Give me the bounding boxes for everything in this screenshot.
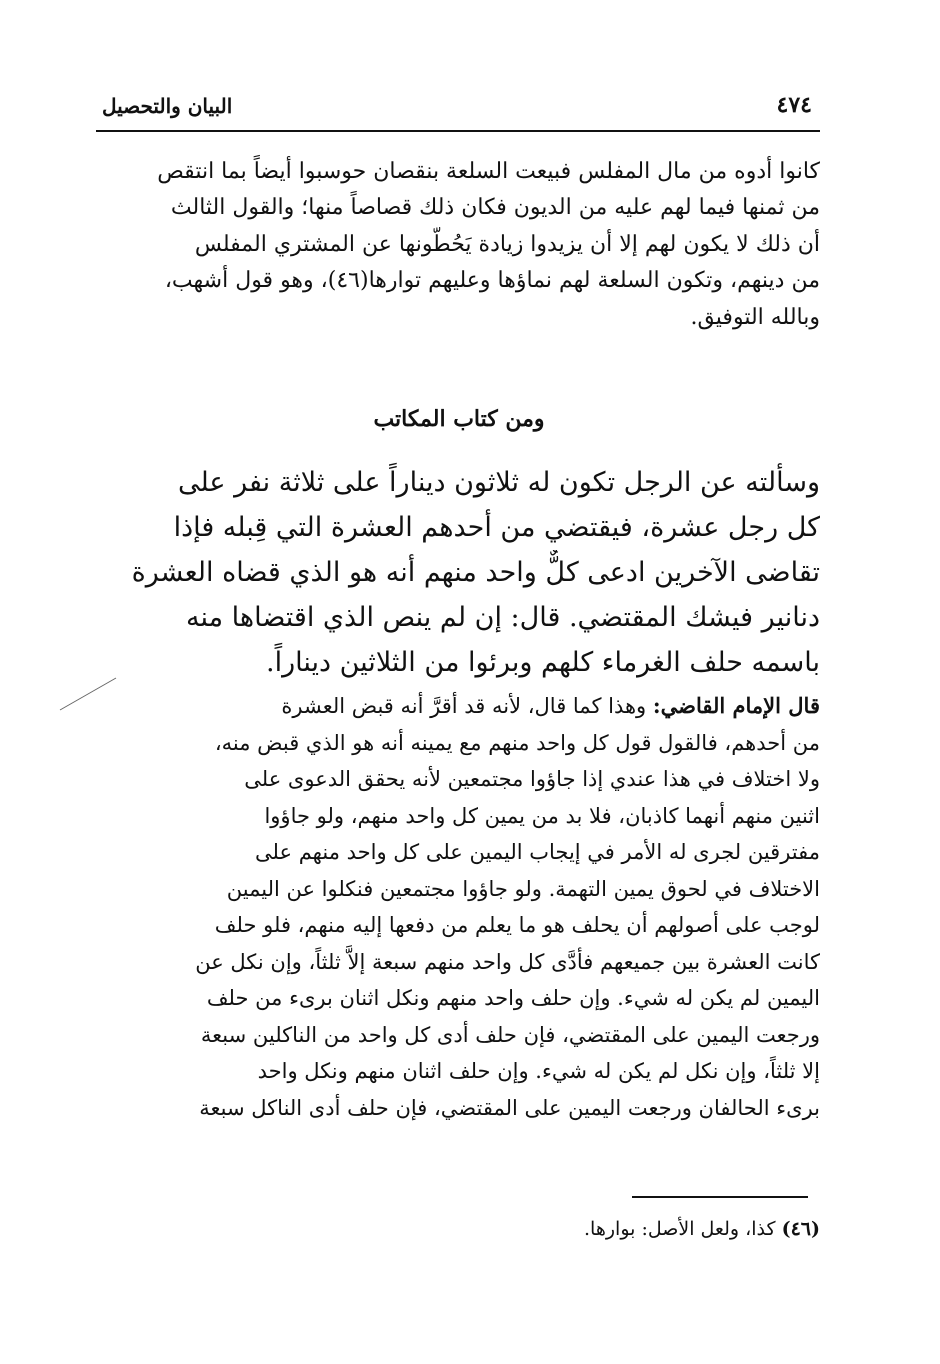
text-line: مفترقين لجرى له الأمر في إيجاب اليمين على كل واحد منهم على [255,840,820,864]
text-line: أن ذلك لا يكون لهم إلا أن يزيدوا زيادة يَحُطُّونها عن المشتري المفلس [194,231,820,257]
footnote-text: كذا، ولعل الأصل: بوارها. [584,1218,782,1240]
section-heading: ومن كتاب المكاتب [373,406,545,432]
text-line: باسمه حلف الغرماء كلهم وبرئوا من الثلاثين ديناراً. [265,647,820,678]
text-line: ولا اختلاف في هذا عندي إذا جاؤوا مجتمعين لأنه يحقق الدعوى على [244,767,820,791]
commentary-lead-in: قال الإمام القاضي: [652,693,820,718]
footnote [300,1218,820,1240]
paragraph-continuation [98,154,820,336]
footnote-number: (٤٦) [781,1218,820,1240]
text-line: اليمين لم يكن له شيء. وإن حلف واحد منهم ونكل اثنان برىء من حلف [206,986,820,1010]
text-line: إلا ثلثاً، وإن نكل لم يكن له شيء. وإن حلف اثنان منهم ونكل واحد [257,1059,820,1083]
text-line: الاختلاف في لحوق يمين التهمة. ولو جاؤوا مجتمعين فنكلوا عن اليمين [226,876,820,901]
text-line: من دينهم، وتكون السلعة لهم نماؤها وعليهم توارها(٤٦)، وهو قول أشهب، [164,268,820,294]
page-number: ٤٧٤ [776,92,812,118]
commentary-first-line: وهذا كما قال، لأنه قد أقرَّ أنه قبض العشرة [281,694,653,718]
page-header [96,90,820,132]
text-line: من ثمنها فيما لهم عليه من الديون فكان ذلك قصاصاً منها؛ والقول الثالث [170,195,820,221]
text-line: لوجب على أصولهم أن يحلف هو ما يعلم من دفعها إليه منهم، فلو حلف [214,913,820,937]
text-line: من أحدهم، فالقول قول كل واحد منهم مع يمينه أنه هو الذي قبض منه، [214,730,820,755]
text-line: كل رجل عشرة، فيقتضي من أحدهم العشرة التي قِبله فإذا [173,512,820,543]
text-line: دنانير فيشك المقتضي. قال: إن لم ينص الذي اقتضاها منه [186,602,820,633]
question-paragraph [98,460,820,685]
text-line: اثنين منهم أنهما كاذبان، فلا بد من يمين كل واحد منهم، ولو جاؤوا [264,803,820,828]
text-line: برىء الحالفان ورجعت اليمين على المقتضي، فإن حلف أدى الناكل سبعة [199,1095,820,1120]
commentary-paragraph [98,688,820,1126]
text-line: وبالله التوفيق. [690,304,820,330]
footnote-separator [632,1196,808,1198]
text-line [98,688,820,725]
text-line: كانوا أدوه من مال المفلس فبيعت السلعة بنقصان حوسبوا أيضاً بما انتقص [157,159,820,184]
text-line: تقاضى الآخرين ادعى كلٌّ واحد منهم أنه هو الذي قضاه العشرة [131,557,820,588]
running-title: البيان والتحصيل [102,94,233,118]
text-line: وسألته عن الرجل تكون له ثلاثون ديناراً على ثلاثة نفر على [177,467,820,498]
text-line: ورجعت اليمين على المقتضي، فإن حلف أدى كل واحد من الناكلين سبعة [200,1022,820,1047]
text-line: كانت العشرة بين جميعهم فأدَّى كل واحد منهم سبعة إلاَّ ثلثاً، وإن نكل عن [195,949,820,974]
